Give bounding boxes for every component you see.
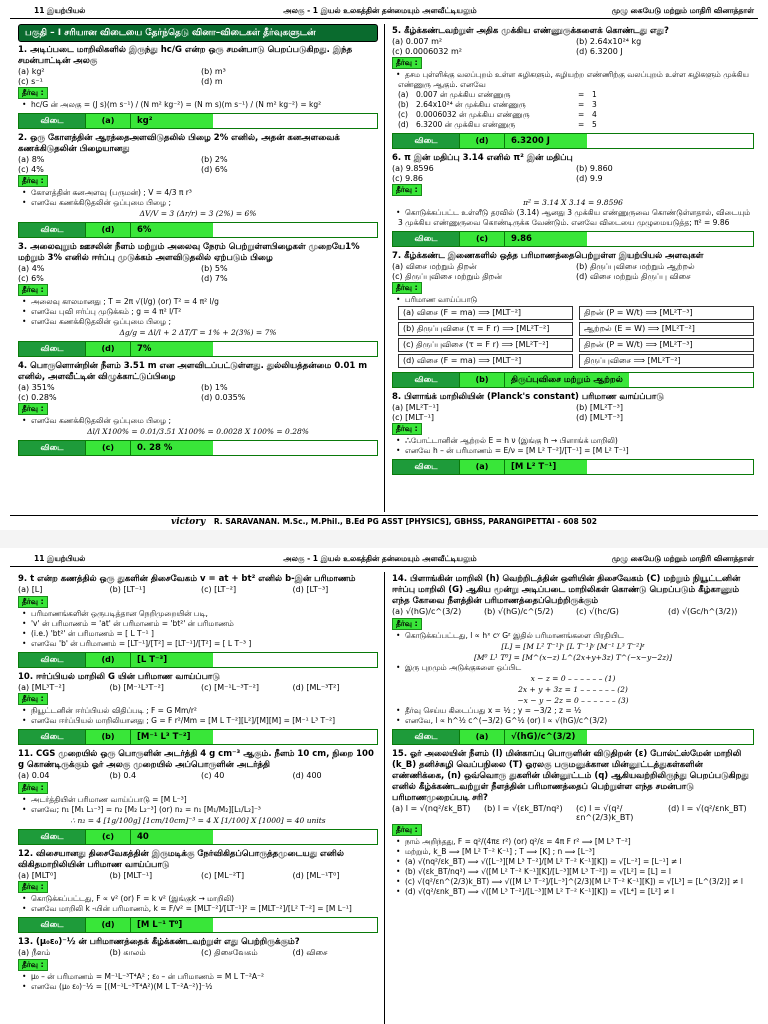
option: (b) காலம்: [109, 948, 146, 957]
options-grid: [18, 383, 378, 402]
solution-line: π² = 3.14 X 3.14 = 9.8596: [523, 198, 623, 207]
dimension-cell: ஆற்றல் (E = W) ⟹ [ML²T⁻²]: [579, 322, 754, 336]
answer-value: திருப்புவிசை மற்றும் ஆற்றல்: [504, 373, 629, 387]
answer-spacer: [213, 114, 377, 128]
answer-value: [L T⁻³]: [130, 653, 213, 667]
solution-label: தீர்வு :: [18, 881, 48, 893]
solution-line: x − z = 0 – – – – – – (1): [530, 673, 616, 683]
answer-bar: [392, 459, 754, 475]
solution-line: • மற்றும், k_B ⟹ [M L² T⁻² K⁻¹] ; T ⟹ [K] ; n ⟹ [L⁻³]: [392, 847, 754, 857]
solution-line: • hc/G ன் அலகு = (J s)(m s⁻¹) / (N m² kg⁻²) = (N m s)(m s⁻¹) / (N m² kg⁻²) = kg²: [18, 100, 378, 110]
option: (b) திருப்புவிசை மற்றும் ஆற்றல்: [576, 262, 695, 271]
option: (c) [ML⁻²T]: [201, 870, 245, 880]
answer-label: விடை: [393, 134, 459, 148]
table-cell: 1: [592, 90, 597, 99]
solution-line: • μ₀ – ன் பரிமாணம் = M⁻¹L⁻³T⁴A² ; ε₀ – ன் பரிமாணம் = M L T⁻²A⁻²: [18, 972, 378, 982]
table-cell: 2.64x10²⁴ ன் முக்கிய எண்ணுரு: [416, 100, 526, 109]
answer-option: (d): [85, 223, 130, 237]
option: (d) [LT⁻³]: [292, 585, 329, 594]
solution-line: • கொடுக்கப்பட்ட உள்ளீடு தரவில் (3.14) ஆனது 3 முக்கிய எண்ணுருவை கொண்டுள்ளதால், விடையும் 3 முக்கிய எண்ணுருவை கொண்டிருக்க வேண்டும். எனவே விடையை முழுமையடுத்த; π² = 9.86: [392, 208, 754, 228]
answer-option: (c): [85, 441, 130, 455]
column-divider: [384, 572, 385, 1024]
option: (d) [ML³T⁻³]: [576, 412, 623, 422]
solution-line: • எனவே h – ன் பரிமாணம் = E/ν = [M L² T⁻²]/[T⁻¹] = [M L² T⁻¹]: [392, 446, 754, 456]
solution-line: • (b) √(εk_BT/nq²) ⟹ √([M L² T⁻² K⁻¹][K]/[L⁻³][M L³ T⁻²]) = √[L²] = [L] = l: [392, 867, 754, 877]
question-text: 6. π இன் மதிப்பு 3.14 எனில் π² இன் மதிப்பு: [392, 153, 573, 163]
table-cell: 6.3200 ன் முக்கிய எண்ணுரு: [416, 120, 516, 129]
option: (b) [ML²T⁻³]: [576, 403, 623, 412]
option: (c) திருப்புவிசை மற்றும் திறன்: [392, 271, 503, 281]
solution-line: • இரு புறமும் அடுக்குகளை ஒப்பிட: [392, 663, 754, 673]
footer-rule: [10, 515, 758, 516]
header-left: 11 இயற்பியல்: [34, 554, 86, 563]
option: (c) திசைவேகம்: [201, 948, 258, 957]
table-cell: (d): [398, 120, 409, 129]
answer-value: 6.3200 J: [504, 134, 587, 148]
answer-spacer: [587, 730, 753, 744]
option: (d) 6%: [201, 164, 228, 174]
question-text: 9. t என்ற கணத்தில் ஒரு துகளின் திசைவேகம் v = at + bt² எனில் b-இன் பரிமாணம்: [18, 574, 356, 584]
question-text: 10. ஈர்ப்பியல் மாறிலி G யின் பரிமாண வாய்ப்பாடு: [18, 671, 220, 682]
answer-label: விடை: [19, 441, 85, 455]
solution-line: • எனவே கணக்கிடுதலின் ஒப்புமை பிழை ;: [18, 317, 378, 327]
answer-option: (d): [85, 918, 130, 932]
answer-spacer: [213, 342, 377, 356]
question-text: 8. பிளாங்க் மாறிலியின் (Planck's constant) பரிமாண வாய்ப்பாடு: [392, 392, 664, 402]
option: (a) 0.007 m²: [392, 37, 443, 46]
answer-bar: [18, 917, 378, 933]
answer-bar: [392, 729, 754, 745]
question-text: 14. பிளாங்கின் மாறிலி (h) வெற்றிடத்தின் ஒளியின் திசைவேகம் (C) மற்றும் நியூட்டனின் ஈர்ப்பு மாறிலி (G) ஆகிய மூன்று அடிப்படை மாறிலிகள் கொண்டு பெறப்படும் கீழ்காணும் எந்த கோவை நீளத்தின் பரிமாணத்தைப்பெற்றிருக்கும்: [392, 574, 741, 606]
option: (a) 0.04: [18, 771, 50, 780]
option: (d) 6.3200 J: [576, 46, 623, 56]
table-cell: =: [578, 100, 585, 109]
solution-label: தீர்வு :: [18, 175, 48, 187]
question-block: [18, 242, 378, 357]
answer-option: (c): [85, 830, 130, 844]
option: (a) 351%: [18, 383, 55, 392]
option: (b) 0.4: [109, 771, 137, 780]
answer-value: [M L⁻¹ T⁰]: [130, 918, 213, 932]
answer-option: (d): [459, 134, 504, 148]
answer-spacer: [213, 918, 377, 932]
page-gap: [0, 530, 768, 548]
solution-line: • எனவே 'b' ன் பரிமாணம் = [LT⁻¹]/[T²] = [LT⁻¹]/[T²] = [ L T⁻³ ]: [18, 639, 378, 649]
option: (b) 2.64x10²⁴ kg: [576, 37, 642, 46]
answer-label: விடை: [19, 114, 85, 128]
option: (a) [ML²T⁻¹]: [392, 403, 439, 412]
question-text: 3. அலைவுறும் ஊசலின் நீளம் மற்றும் அலைவு நேரம் பெற்றுள்ளபிழைகள் முறையே1% மற்றும் 3% எனில் ஈர்ப்பு முடுக்கம் அளவிடுதலில் ஏற்படும் பிழை: [18, 242, 360, 263]
solution-line: • பரிமாண வாய்ப்பாடு: [392, 295, 754, 305]
option: (b) 2%: [201, 155, 228, 164]
answer-value: 6%: [130, 223, 213, 237]
question-block: [18, 937, 378, 992]
header-left: 11 இயற்பியல்: [34, 6, 86, 15]
options-grid: [392, 804, 754, 823]
answer-option: (b): [459, 373, 504, 387]
question-block: [18, 45, 378, 129]
question-text: 7. கீழ்க்கண்ட இணைகளில் ஒத்த பரிமாணத்தைபெற்றுள்ள இயற்பியல் அளவுகள்: [392, 251, 704, 261]
solution-label: தீர்வு :: [18, 596, 48, 608]
solution-line: • கொடுக்கப்பட்டது, l ∝ hˣ cʸ Gᶻ இதில் பரிமாணங்களை பிரதியிட: [392, 631, 754, 641]
option: (b) √(hG)/c^(5/2): [484, 607, 554, 616]
option: (b) [M⁻¹L³T⁻²]: [109, 682, 164, 692]
table-cell: 4: [592, 110, 597, 119]
solution-label: தீர்வு :: [18, 782, 48, 794]
question-block: [392, 392, 754, 475]
option: (b) 1%: [201, 383, 228, 392]
table-cell: 3: [592, 100, 597, 109]
answer-value: kg²: [130, 114, 213, 128]
option: (a) √(hG)/c^(3/2): [392, 607, 462, 616]
answer-value: √(hG)/c^(3/2): [504, 730, 587, 744]
solution-line: • அடர்த்தியின் பரிமாண வாய்ப்பாடு = [M L⁻³]: [18, 795, 378, 805]
dimension-cell: திறன் (P = W/t) ⟹ [ML²T⁻³]: [579, 338, 754, 352]
option: (d) m: [201, 76, 223, 86]
options-grid: [392, 262, 754, 281]
question-block: [18, 361, 378, 456]
solution-label: தீர்வு :: [18, 403, 48, 415]
answer-value: 40: [130, 830, 213, 844]
dimension-cell: (b) திருப்புவிசை (τ = F r) ⟹ [ML²T⁻²]: [398, 322, 573, 336]
dimension-cell: (c) திருப்புவிசை (τ = F r) ⟹ [ML²T⁻²]: [398, 338, 573, 352]
solution-line: −x − y − 2z = 0 – – – – – – (3): [517, 695, 629, 705]
right-column: [392, 24, 754, 479]
answer-bar: [18, 341, 378, 357]
option: (c) 9.86: [392, 173, 423, 183]
solution-line: • நாம் அறிந்தது, F = q²/(4πε r²) (or) q²/ε = 4π F r² ⟹ [M L³ T⁻²]: [392, 837, 754, 847]
solution-line: • கோளத்தின் கனஅளவு (பருமன்) ; V = 4/3 π r³: [18, 188, 378, 198]
option: (c) [M⁻¹L⁻³T⁻²]: [201, 682, 259, 692]
solution-label: தீர்வு :: [18, 284, 48, 296]
option: (c) s⁻¹: [18, 76, 43, 86]
solution-label: தீர்வு :: [392, 282, 422, 294]
question-text: 5. கீழ்க்கண்டவற்றுள் அதிக முக்கிய எண்ணுருக்களைக் கொண்டது எது?: [392, 26, 669, 36]
option: (c) 4%: [18, 164, 44, 174]
solution-line: • எனவே; n₁ [M₁ L₁⁻³] = n₂ [M₂ L₂⁻³] (or) n₂ = n₁ [M₁/M₂][L₁/L₂]⁻³: [18, 805, 378, 815]
solution-label: தீர்வு :: [392, 423, 422, 435]
option: (c) 0.0006032 m²: [392, 46, 462, 56]
solution-line: • (d) √(q²/εnk_BT) ⟹ √([M L³ T⁻²]/[L⁻³][M L² T⁻² K⁻¹][K]) = √[L⁴] = [L²] ≠ l: [392, 887, 754, 897]
answer-option: (a): [85, 114, 130, 128]
options-grid: [18, 155, 378, 174]
question-text: 4. பொருளொன்றின் நீளம் 3.51 m என அளவிடப்பட்டுள்ளது. துல்லியத்தன்மை 0.01 m எனில், அளவீட்டின் விழுக்காட்டுப்பிழை: [18, 361, 368, 382]
answer-label: விடை: [19, 223, 85, 237]
header-rule: [10, 18, 758, 19]
option: (b) [MLT⁻¹]: [109, 870, 153, 880]
solution-line: Δl/l X100% = 0.01/3.51 X100% = 0.0028 X 100% = 0.28%: [87, 427, 309, 436]
option: (d) √(Gc/h^(3/2)): [668, 607, 738, 616]
table-cell: 5: [592, 120, 597, 129]
question-block: [18, 749, 378, 845]
option: (a) l = √(nq²/εk_BT): [392, 803, 471, 813]
solution-line: Δg/g = Δl/l + 2 ΔT/T = 1% + 2(3%) = 7%: [119, 328, 277, 337]
answer-label: விடை: [393, 460, 459, 474]
solution-line: • எனவே (μ₀ ε₀)⁻½ = [(M⁻¹L⁻³T⁴A²)(M L T⁻²A⁻²)]⁻½: [18, 982, 378, 992]
solution-line: • தீர்வு செய்ய கிடைப்பது x = ½ ; y = −3/2 ; z = ½: [392, 706, 754, 716]
solution-line: • 'v' ன் பரிமாணம் = 'at' ன் பரிமாணம் = 'bt²' ன் பரிமாணம்: [18, 619, 378, 629]
option: (c) [LT⁻²]: [201, 585, 237, 594]
options-grid: [392, 164, 754, 183]
options-grid: [18, 871, 378, 881]
option: (a) kg²: [18, 67, 45, 76]
options-grid: [18, 771, 378, 781]
answer-spacer: [587, 460, 753, 474]
solution-line: ΔV/V = 3 (Δr/r) = 3 (2%) = 6%: [139, 209, 257, 218]
solution-line: • பரிமாணங்களின் ஒருபடித்தான நெறிமுறையின் படி,: [18, 609, 378, 619]
solution-label: தீர்வு :: [18, 693, 48, 705]
option: (d) 7%: [201, 273, 228, 283]
table-cell: =: [578, 110, 585, 119]
question-block: [18, 672, 378, 746]
solution-line: • எனவே கணக்கிடுதலின் ஒப்புமை பிழை ;: [18, 416, 378, 426]
page-2: [0, 548, 768, 1024]
footer-brand: victory: [170, 517, 206, 527]
solution-line: • (i.e.) 'bt²' ன் பரிமாணம் = [ L T⁻¹ ]: [18, 629, 378, 639]
answer-spacer: [213, 223, 377, 237]
answer-spacer: [629, 373, 753, 387]
answer-bar: [18, 729, 378, 745]
table-cell: =: [578, 120, 585, 129]
question-block: [18, 849, 378, 934]
answer-value: [M L² T⁻¹]: [504, 460, 587, 474]
answer-value: 7%: [130, 342, 213, 356]
table-cell: (a): [398, 90, 409, 99]
question-text: 12. விசையானது திசைவேகத்தின் இருமடிக்கு நேர்விகிதப்பொருத்தமுடையது எனில் விகிதமாறிலியின் பரிமாண வாய்ப்பாடு: [18, 848, 344, 870]
solution-line: [M⁰ L¹ T⁰] = [M^(x−z) L^(2x+y+3z) T^(−x−y−2z)]: [473, 652, 673, 662]
answer-value: 0. 28 %: [130, 441, 213, 455]
answer-option: (a): [459, 730, 504, 744]
answer-label: விடை: [393, 730, 459, 744]
answer-label: விடை: [393, 373, 459, 387]
question-block: [18, 574, 378, 668]
right-column: [392, 572, 754, 897]
page-footer: [0, 517, 768, 527]
table-cell: 0.007 ன் முக்கிய எண்ணுரு: [416, 90, 511, 99]
solution-line: • எனவே கணக்கிடுதலின் ஒப்புமை பிழை ;: [18, 198, 378, 208]
question-block: [392, 251, 754, 388]
question-text: 13. (μ₀ε₀)⁻½ ன் பரிமாணத்தைக் கீழ்க்கண்டவற்றுள் எது பெற்றிருக்கும்?: [18, 937, 300, 947]
answer-bar: [392, 133, 754, 149]
dimension-cell: (a) விசை (F = ma) ⟹ [MLT⁻²]: [398, 306, 573, 320]
solution-line: ∴ n₂ = 4 [1g/100g] [1cm/10cm]⁻³ = 4 X [1/100] X [1000] = 40 units: [70, 815, 326, 825]
answer-label: விடை: [19, 342, 85, 356]
section-title: பகுதி – I சரியான விடையை தேர்ந்தெடு வினா–விடைகள் தீர்வுகளுடன்: [18, 24, 378, 42]
option: (c) l = √(q²/εn^(2/3)k_BT): [576, 803, 634, 822]
solution-line: • எனவே, l ∝ h^½ c^(−3/2) G^½ (or) l ∝ √(hG)/c^(3/2): [392, 716, 754, 726]
answer-option: (c): [459, 232, 504, 246]
answer-value: 9.86: [504, 232, 587, 246]
answer-option: (a): [459, 460, 504, 474]
options-grid: [392, 37, 754, 56]
option: (b) 9.860: [576, 164, 613, 173]
answer-spacer: [213, 653, 377, 667]
option: (b) l = √(εk_BT/nq²): [484, 803, 563, 813]
option: (c) 0.28%: [18, 392, 57, 402]
header-rule: [10, 566, 758, 567]
answer-bar: [392, 231, 754, 247]
solution-line: • (a) √(nq²/εk_BT) ⟹ √([L⁻³][M L³ T⁻²]/[M L² T⁻² K⁻¹][K]) = √[L⁻²] = [L⁻¹] ≠ l: [392, 857, 754, 867]
sigfig-table: [392, 90, 754, 130]
option: (c) [MLT⁻¹]: [392, 412, 434, 422]
question-block: [18, 133, 378, 238]
question-text: 2. ஒரு கோளத்தின் ஆரத்தைஅளவிடுதலில் பிழை 2% எனில், அதன் கனஅளவைக் கணக்கிடுதலின் பிழையானது: [18, 133, 340, 154]
table-cell: (c): [398, 110, 408, 119]
answer-option: (d): [85, 342, 130, 356]
solution-line: • நியூட்டனின் ஈர்ப்பியல் விதிப்படி ; F = G Mm/r²: [18, 706, 378, 716]
answer-option: (b): [85, 730, 130, 744]
answer-bar: [18, 440, 378, 456]
solution-line: • கொடுக்கப்பட்டது, F ∝ v² (or) F = k v² (இங்குk → மாறிலி): [18, 894, 378, 904]
question-block: [392, 574, 754, 745]
answer-bar: [18, 652, 378, 668]
solution-line: [L] = [M L² T⁻¹]ˣ [L T⁻¹]ʸ [M⁻¹ L³ T⁻²]ᶻ: [501, 641, 645, 651]
solution-line: • (c) √(q²/εn^(2/3)k_BT) ⟹ √([M L³ T⁻²]/[L⁻³]^(2/3)[M L² T⁻² K⁻¹][K]) = √[L³] = [L^(3/2)] ≠ l: [392, 877, 754, 887]
answer-spacer: [213, 830, 377, 844]
options-grid: [18, 683, 378, 693]
answer-option: (d): [85, 653, 130, 667]
option: (a) நீளம்: [18, 948, 51, 957]
options-grid: [392, 607, 754, 617]
option: (d) 0.035%: [201, 392, 246, 402]
answer-value: [M⁻¹ L³ T⁻²]: [130, 730, 213, 744]
option: (c) 6%: [18, 273, 44, 283]
question-text: 11. CGS முறையில் ஒரு பொருளின் அடர்த்தி 4 g cm⁻³ ஆகும். நீளம் 10 cm, நிறை 100 g கொண்டிருக்கும் ஓர் அலகு முறையில் அப்பொருளின் அடர்த்தி: [18, 749, 374, 770]
option: (d) [ML⁻³T²]: [292, 682, 340, 692]
options-grid: [18, 948, 378, 958]
option: (a) [L]: [18, 585, 43, 594]
solution-label: தீர்வு :: [392, 618, 422, 630]
answer-label: விடை: [19, 918, 85, 932]
options-grid: [18, 67, 378, 86]
answer-spacer: [213, 730, 377, 744]
question-block: [392, 749, 754, 897]
option: (d) [ML⁻¹T⁰]: [292, 870, 340, 880]
question-block: [392, 153, 754, 247]
option: (a) 8%: [18, 155, 45, 164]
option: (d) விசை மற்றும் திருப்பு விசை: [576, 271, 691, 281]
option: (b) [LT⁻¹]: [109, 585, 146, 594]
option: (a) [MLT⁰]: [18, 870, 57, 880]
options-grid: [18, 585, 378, 595]
option: (a) விசை மற்றும் திறன்: [392, 262, 477, 271]
solution-label: தீர்வு :: [18, 87, 48, 99]
option: (a) 9.8596: [392, 164, 434, 173]
solution-label: தீர்வு :: [392, 57, 422, 69]
table-cell: (b): [398, 100, 409, 109]
option: (c) √(hc/G): [576, 607, 619, 616]
solution-line: 2x + y + 3z = 1 – – – – – – (2): [518, 684, 628, 694]
answer-bar: [392, 372, 754, 388]
option: (d) 400: [292, 771, 322, 780]
option: (d) விசை: [292, 948, 328, 957]
left-column: [18, 572, 378, 992]
solution-label: தீர்வு :: [392, 824, 422, 836]
option: (a) [ML³T⁻²]: [18, 682, 65, 692]
answer-label: விடை: [19, 830, 85, 844]
solution-line: • தசம புள்ளிக்கு வலப்புறம் உள்ள சுழிகளும், சுழியற்ற எண்ணிற்கு வலப்புறம் உள்ள சுழிகளும் முக்கிய எண்ணுரு ஆகும். எனவே: [392, 70, 754, 90]
column-divider: [384, 24, 385, 512]
dimension-cell: திருப்புவிசை ⟹ [ML²T⁻²]: [579, 354, 754, 368]
dimension-cell: திறன் (P = W/t) ⟹ [ML²T⁻³]: [579, 306, 754, 320]
solution-line: • எனவே புவி ஈர்ப்பு முடுக்கம் ; g = 4 π² l/T²: [18, 307, 378, 317]
question-block: [392, 26, 754, 149]
answer-bar: [18, 829, 378, 845]
answer-label: விடை: [19, 653, 85, 667]
option: (d) 9.9: [576, 173, 603, 183]
question-text: 15. ஓர் அலையின் நீளம் (l) மின்காப்பு பொருளின் விடுதிறன் (ε) போல்ட்ஸ்மேன் மாறிலி (k_B) தனிச்சுழி வெப்பநிலை (T) ஓரலகு பருமனுக்கான மின்னூட்டத்துகள்களின் எண்ணிக்கை, (n) ஒவ்வொரு துகளின் மின்னூட்டம் (q) ஆகியவற்றிலிருந்து பெறப்படுகிறது எனில் கீழ்க்கண்டவற்றுள் நீளத்தின் பரிமாணத்தைப் பெற்றுள்ள எந்த சமன்பாடு பரிமாணமுறைப்படி சரி?: [392, 748, 749, 803]
table-cell: =: [578, 90, 585, 99]
header-right: முழு கையேடு மற்றும் மாதிரி வினாத்தாள்: [611, 554, 754, 563]
answer-spacer: [213, 441, 377, 455]
answer-spacer: [587, 134, 753, 148]
question-text: 1. அடிப்படை மாறிலிகளில் இருந்து hc/G என்ற ஒரு சமன்பாடு பெறப்படுகிறது. இந்த சமன்பாட்டின் அலகு: [18, 45, 353, 66]
answer-bar: [18, 113, 378, 129]
option: (b) m³: [201, 67, 226, 76]
solution-line: • அலைவு காலமானது ; T = 2π √(l/g) (or) T² = 4 π² l/g: [18, 297, 378, 307]
solution-label: தீர்வு :: [392, 184, 422, 196]
page-header: [10, 4, 758, 18]
left-column: [18, 24, 378, 460]
option: (d) l = √(q²/εnk_BT): [668, 803, 747, 813]
answer-label: விடை: [19, 730, 85, 744]
header-middle: அலகு - 1 இயல் உலகத்தின் தன்மையும் அளவீட்டியலும்: [283, 554, 477, 563]
solution-line: • எனவே மாறிலி k -யின் பரிமாணம், k = F/v² = [MLT⁻²]/[LT⁻¹]² = [MLT⁻²]/[L² T⁻²] = [M L⁻¹]: [18, 904, 378, 914]
dimension-cell: (d) விசை (F = ma) ⟹ [MLT⁻²]: [398, 354, 573, 368]
solution-line: • ஃபோட்டானின் ஆற்றல் E = h ν (இங்கு h → பிளாங்க் மாறிலி): [392, 436, 754, 446]
footer-text: R. SARAVANAN. M.Sc., M.Phil., B.Ed PG ASST [PHYSICS], GBHSS, PARANGIPETTAI - 608 502: [213, 517, 597, 526]
header-middle: அலகு - 1 இயல் உலகத்தின் தன்மையும் அளவீட்டியலும்: [283, 6, 477, 15]
solution-label: தீர்வு :: [18, 959, 48, 971]
table-cell: 0.0006032 ன் முக்கிய எண்ணுரு: [416, 110, 530, 119]
answer-bar: [18, 222, 378, 238]
dimension-pairs: [392, 305, 754, 369]
option: (c) 40: [201, 771, 225, 780]
solution-line: • எனவே ஈர்ப்பியல் மாறிலியானது ; G = F r²/Mm = [M L T⁻²][L²]/[M][M] = [M⁻¹ L³ T⁻²]: [18, 716, 378, 726]
options-grid: [18, 264, 378, 283]
page-header: [10, 552, 758, 566]
option: (b) 5%: [201, 264, 228, 273]
answer-label: விடை: [393, 232, 459, 246]
answer-spacer: [587, 232, 753, 246]
options-grid: [392, 403, 754, 422]
header-right: முழு கையேடு மற்றும் மாதிரி வினாத்தாள்: [611, 6, 754, 15]
option: (a) 4%: [18, 264, 45, 273]
